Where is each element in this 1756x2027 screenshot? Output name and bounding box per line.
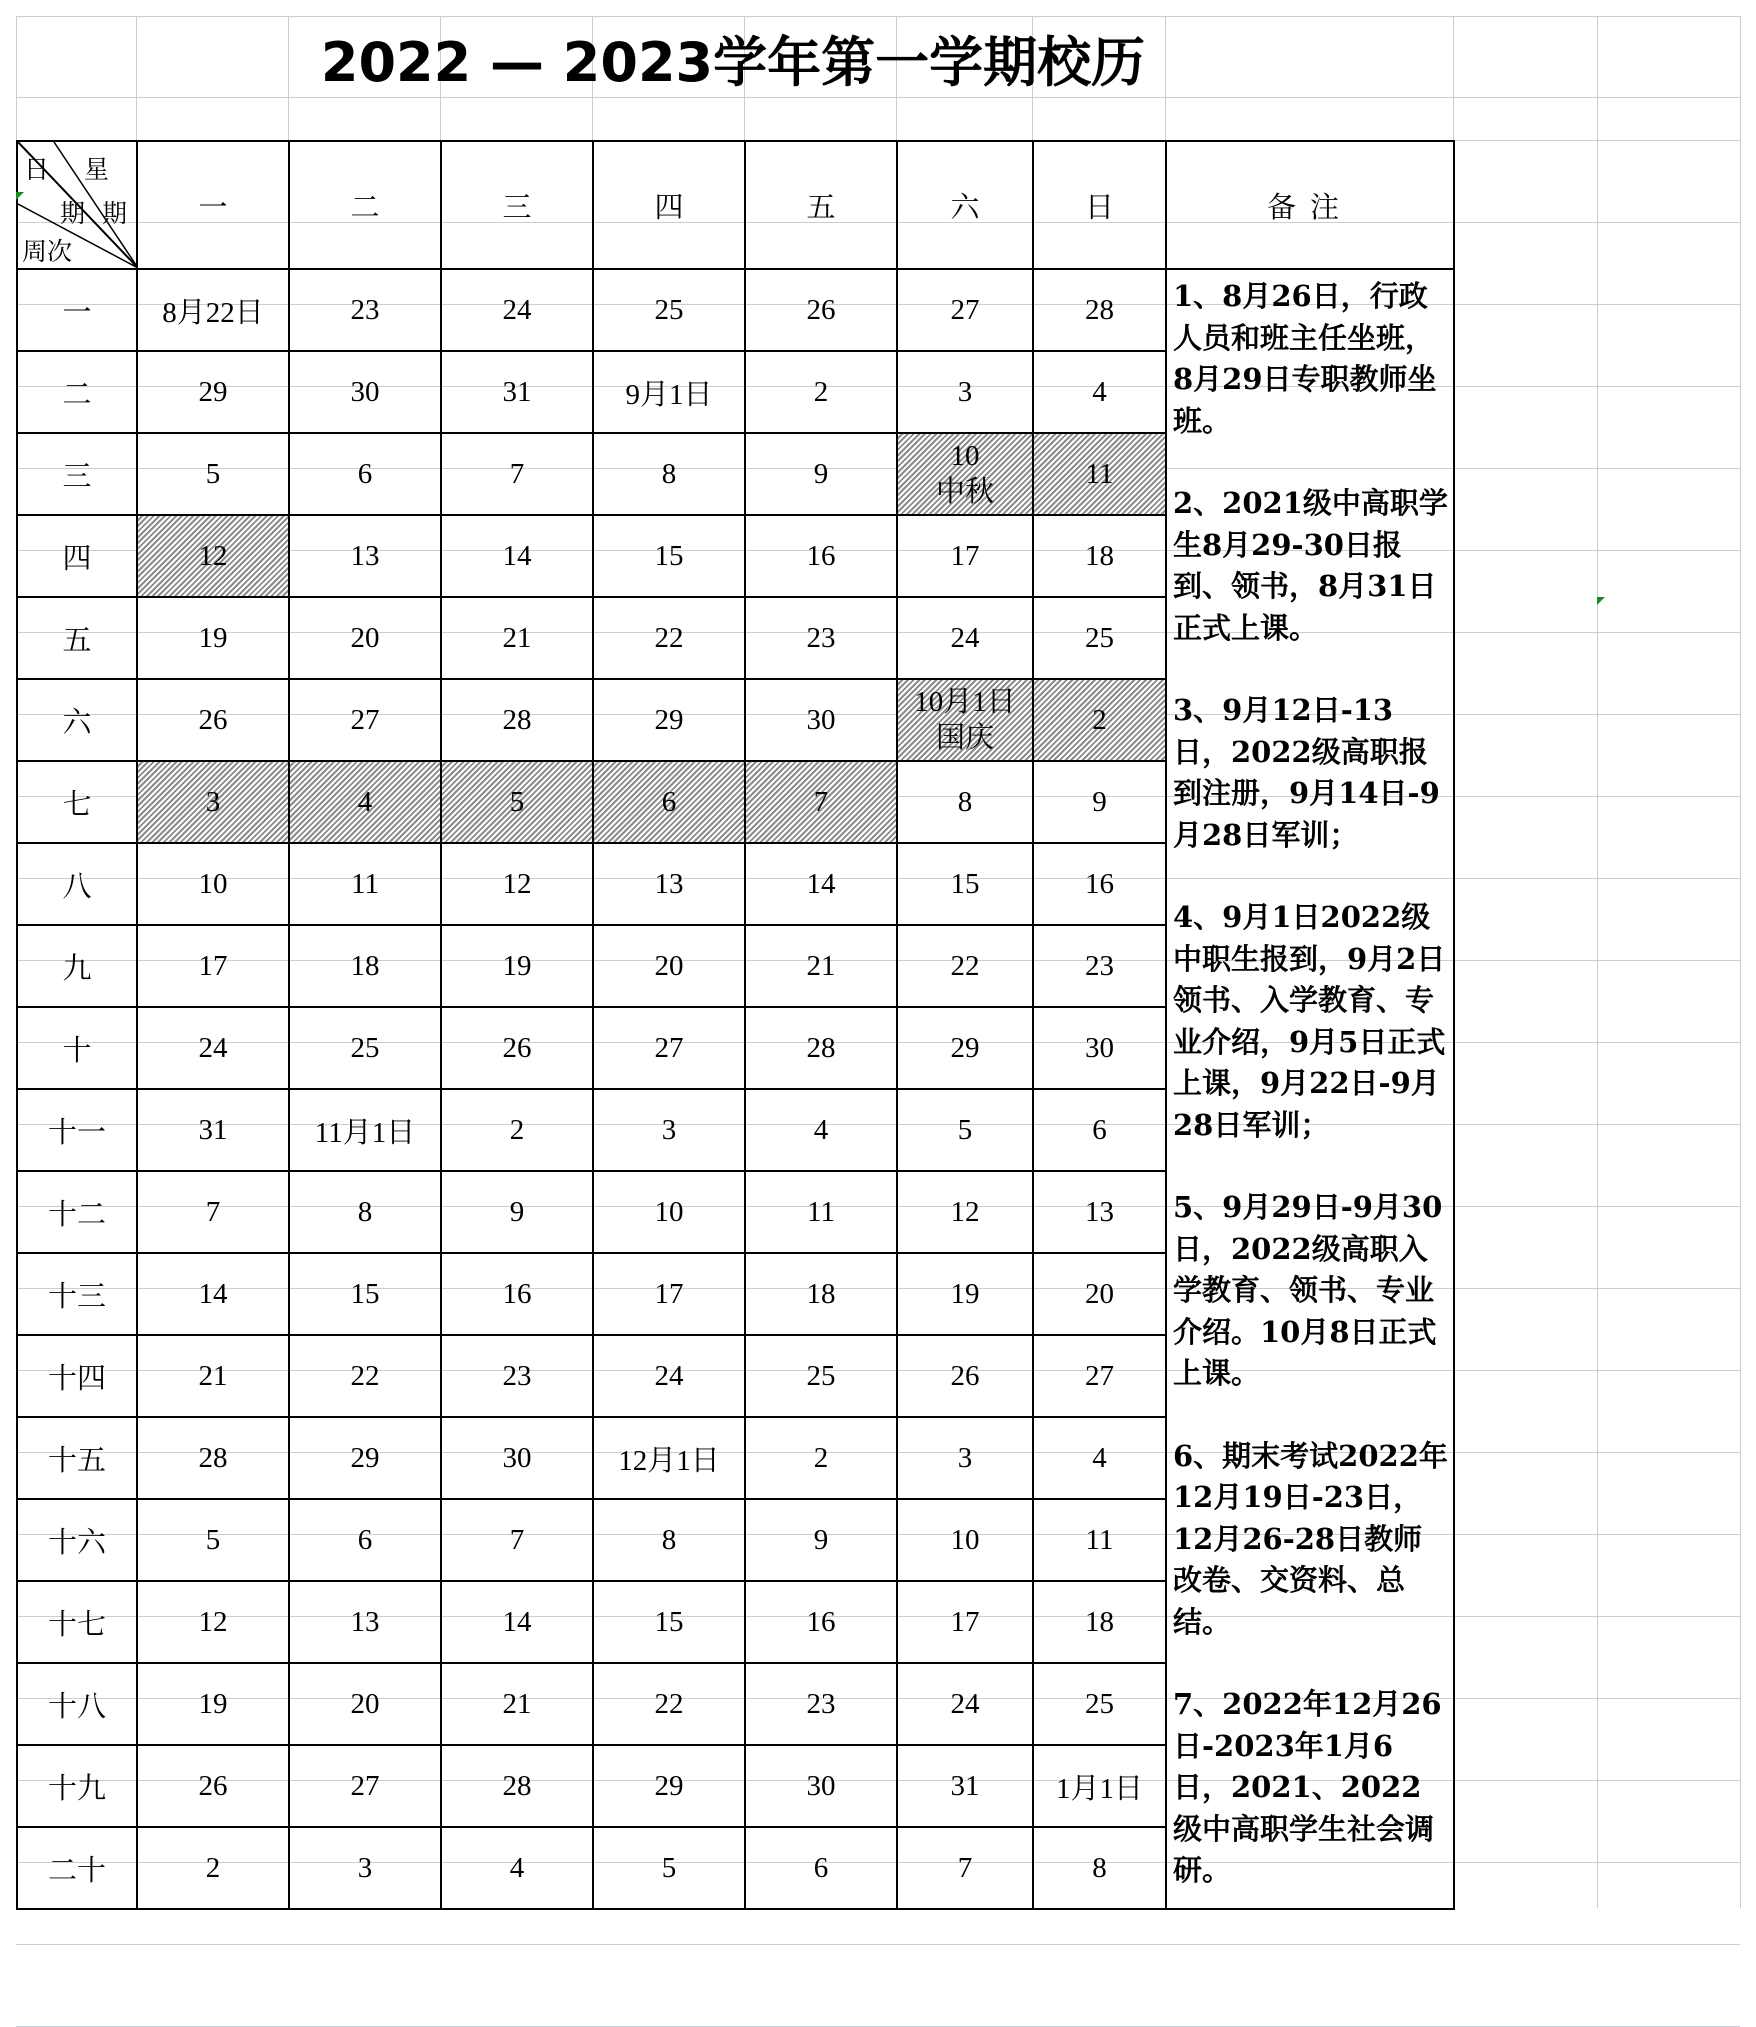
week-number-cell: 六 [17,679,137,761]
date-cell: 19 [897,1253,1033,1335]
date-cell: 23 [289,269,441,351]
date-cell: 23 [441,1335,593,1417]
week-number-cell: 十五 [17,1417,137,1499]
date-cell: 9 [1033,761,1166,843]
date-cell: 5 [137,433,289,515]
remarks-header [1166,141,1454,269]
date-cell: 25 [1033,1663,1166,1745]
date-cell: 2 [745,1417,897,1499]
date-cell: 16 [745,1581,897,1663]
date-cell: 22 [289,1335,441,1417]
date-cell: 21 [137,1335,289,1417]
date-cell: 26 [745,269,897,351]
date-cell: 24 [137,1007,289,1089]
date-cell: 28 [441,679,593,761]
week-number-cell: 十八 [17,1663,137,1745]
week-number-cell: 十一 [17,1089,137,1171]
date-cell: 9 [441,1171,593,1253]
date-cell: 2 [745,351,897,433]
date-cell: 15 [593,515,745,597]
date-cell: 12月1日 [593,1417,745,1499]
date-cell: 10 [593,1171,745,1253]
remark-item: 1、8月26日，行政人员和班主任坐班，8月29日专职教师坐班。 [1173,279,1437,438]
date-cell: 2 [137,1827,289,1909]
week-number-cell: 十七 [17,1581,137,1663]
date-cell: 24 [441,269,593,351]
date-cell: 30 [1033,1007,1166,1089]
date-cell: 3 [897,1417,1033,1499]
date-cell: 11 [289,843,441,925]
date-cell: 25 [745,1335,897,1417]
date-cell: 8 [1033,1827,1166,1909]
date-cell: 20 [289,1663,441,1745]
date-cell: 19 [441,925,593,1007]
date-cell: 25 [1033,597,1166,679]
date-cell: 4 [1033,1417,1166,1499]
corner-label-period2: 期 [102,199,128,228]
date-cell: 18 [745,1253,897,1335]
calendar-table [16,140,1455,1910]
date-cell: 13 [289,1581,441,1663]
week-number-cell: 二 [17,351,137,433]
date-cell: 18 [289,925,441,1007]
remark-item: 3、9月12日-13日，2022级高职报到注册，9月14日-9月28日军训； [1173,693,1440,852]
date-cell: 27 [593,1007,745,1089]
date-cell: 11月1日 [289,1089,441,1171]
date-cell: 3 [289,1827,441,1909]
date-cell: 6 [1033,1089,1166,1171]
date-cell: 7 [441,433,593,515]
remark-item: 4、9月1日2022级中职生报到，9月2日领书、入学教育、专业介绍，9月5日正式上课，9月22日-9月28日军训； [1173,900,1446,1142]
date-cell: 5 [137,1499,289,1581]
date-cell: 22 [897,925,1033,1007]
weekday-header-thu: 四 [593,141,745,269]
week-number-cell: 一 [17,269,137,351]
date-cell: 20 [593,925,745,1007]
holiday-date-cell: 12 [137,515,289,597]
date-cell: 27 [289,679,441,761]
date-cell: 13 [593,843,745,925]
date-cell: 14 [441,515,593,597]
week-number-cell: 九 [17,925,137,1007]
date-cell: 21 [441,1663,593,1745]
date-cell: 7 [137,1171,289,1253]
date-cell: 5 [897,1089,1033,1171]
holiday-date-cell [897,433,1033,515]
date-cell: 15 [593,1581,745,1663]
date-cell: 20 [1033,1253,1166,1335]
date-cell: 8 [593,433,745,515]
weekday-header-fri: 五 [745,141,897,269]
holiday-date-cell: 5 [441,761,593,843]
date-label: 10月1日 [914,686,1016,718]
holiday-date-cell: 4 [289,761,441,843]
date-cell: 25 [593,269,745,351]
date-cell: 29 [593,1745,745,1827]
date-cell: 31 [897,1745,1033,1827]
date-cell: 17 [593,1253,745,1335]
date-label: 10 [950,440,980,472]
date-cell: 9月1日 [593,351,745,433]
date-cell: 6 [289,1499,441,1581]
date-cell: 27 [897,269,1033,351]
date-cell: 30 [441,1417,593,1499]
week-number-cell: 十九 [17,1745,137,1827]
date-cell: 17 [897,1581,1033,1663]
corner-label-period1: 期 [60,199,86,228]
page-title: 2022 — 2023学年第一学期校历 [320,30,1146,94]
week-number-cell: 十六 [17,1499,137,1581]
date-cell: 23 [745,1663,897,1745]
date-cell: 14 [745,843,897,925]
date-cell: 1月1日 [1033,1745,1166,1827]
date-cell: 22 [593,597,745,679]
date-cell: 30 [745,1745,897,1827]
date-cell: 30 [289,351,441,433]
date-cell: 24 [897,1663,1033,1745]
date-cell: 27 [289,1745,441,1827]
date-cell: 8 [593,1499,745,1581]
corner-label-weeknum: 周次 [22,237,73,266]
cell-comment-marker [16,192,24,200]
week-number-cell: 八 [17,843,137,925]
date-cell: 12 [137,1581,289,1663]
date-cell: 23 [1033,925,1166,1007]
remark-item: 7、2022年12月26日-2023年1月6日，2021、2022级中高职学生社会调研。 [1173,1687,1442,1887]
date-cell: 19 [137,597,289,679]
date-cell: 10 [897,1499,1033,1581]
date-cell: 9 [745,1499,897,1581]
date-cell: 8月22日 [137,269,289,351]
date-cell: 8 [289,1171,441,1253]
date-cell: 16 [745,515,897,597]
week-number-cell: 十二 [17,1171,137,1253]
remarks-list [1167,270,1453,1892]
date-cell: 17 [137,925,289,1007]
date-cell: 26 [137,679,289,761]
date-cell: 16 [1033,843,1166,925]
date-cell: 28 [1033,269,1166,351]
week-number-cell: 七 [17,761,137,843]
date-cell: 15 [289,1253,441,1335]
date-cell: 11 [745,1171,897,1253]
holiday-date-cell: 6 [593,761,745,843]
date-cell: 4 [441,1827,593,1909]
cell-comment-marker [1597,597,1605,605]
remarks-cell [1166,269,1454,1909]
corner-label-day: 日 [24,155,50,184]
date-cell: 2 [441,1089,593,1171]
holiday-date-cell: 3 [137,761,289,843]
date-cell: 29 [137,351,289,433]
weekday-header-sat: 六 [897,141,1033,269]
weekday-header-tue: 二 [289,141,441,269]
holiday-date-cell: 11 [1033,433,1166,515]
date-cell: 26 [137,1745,289,1827]
week-number-cell: 十三 [17,1253,137,1335]
date-cell: 7 [897,1827,1033,1909]
date-cell: 21 [441,597,593,679]
corner-label-star: 星 [84,155,110,184]
week-number-cell: 三 [17,433,137,515]
holiday-date-cell [897,679,1033,761]
date-cell: 29 [593,679,745,761]
date-cell: 24 [897,597,1033,679]
date-cell: 28 [745,1007,897,1089]
holiday-date-cell: 7 [745,761,897,843]
date-cell: 14 [137,1253,289,1335]
holiday-name: 国庆 [935,722,994,754]
date-cell: 7 [441,1499,593,1581]
week-number-cell: 十四 [17,1335,137,1417]
date-cell: 21 [745,925,897,1007]
week-number-cell: 四 [17,515,137,597]
date-cell: 25 [289,1007,441,1089]
date-cell: 31 [137,1089,289,1171]
date-cell: 5 [593,1827,745,1909]
week-number-cell: 十 [17,1007,137,1089]
date-cell: 6 [745,1827,897,1909]
weekday-header-wed: 三 [441,141,593,269]
date-cell: 28 [137,1417,289,1499]
date-cell: 9 [745,433,897,515]
date-cell: 26 [441,1007,593,1089]
date-cell: 14 [441,1581,593,1663]
date-cell: 28 [441,1745,593,1827]
date-cell: 8 [897,761,1033,843]
date-cell: 16 [441,1253,593,1335]
week-row [17,269,1454,351]
date-cell: 6 [289,433,441,515]
remark-item: 2、2021级中高职学生8月29-30日报到、领书，8月31日正式上课。 [1173,486,1448,645]
date-cell: 26 [897,1335,1033,1417]
date-cell: 23 [745,597,897,679]
date-cell: 19 [137,1663,289,1745]
date-cell: 29 [289,1417,441,1499]
date-cell: 3 [897,351,1033,433]
date-cell: 30 [745,679,897,761]
remarks-header-label: 备注 [1266,189,1353,224]
date-cell: 20 [289,597,441,679]
date-cell: 24 [593,1335,745,1417]
date-cell: 27 [1033,1335,1166,1417]
remark-item: 6、期末考试2022年12月19日-23日，12月26-28日教师改卷、交资料、总结。 [1173,1438,1448,1639]
week-number-cell: 二十 [17,1827,137,1909]
date-cell: 11 [1033,1499,1166,1581]
header-row [17,141,1454,269]
week-number-cell: 五 [17,597,137,679]
date-cell: 13 [1033,1171,1166,1253]
date-cell: 17 [897,515,1033,597]
date-cell: 29 [897,1007,1033,1089]
holiday-date-cell: 2 [1033,679,1166,761]
corner-header-cell [17,141,137,269]
holiday-name: 中秋 [935,476,994,508]
date-cell: 12 [441,843,593,925]
date-cell: 18 [1033,1581,1166,1663]
remark-item: 5、9月29日-9月30日，2022级高职入学教育、领书、专业介绍。10月8日正式上课。 [1173,1190,1443,1390]
date-cell: 4 [1033,351,1166,433]
date-cell: 18 [1033,515,1166,597]
date-cell: 10 [137,843,289,925]
date-cell: 22 [593,1663,745,1745]
date-cell: 3 [593,1089,745,1171]
date-cell: 12 [897,1171,1033,1253]
weekday-header-mon: 一 [137,141,289,269]
date-cell: 4 [745,1089,897,1171]
date-cell: 13 [289,515,441,597]
date-cell: 31 [441,351,593,433]
date-cell: 15 [897,843,1033,925]
weekday-header-sun: 日 [1033,141,1166,269]
